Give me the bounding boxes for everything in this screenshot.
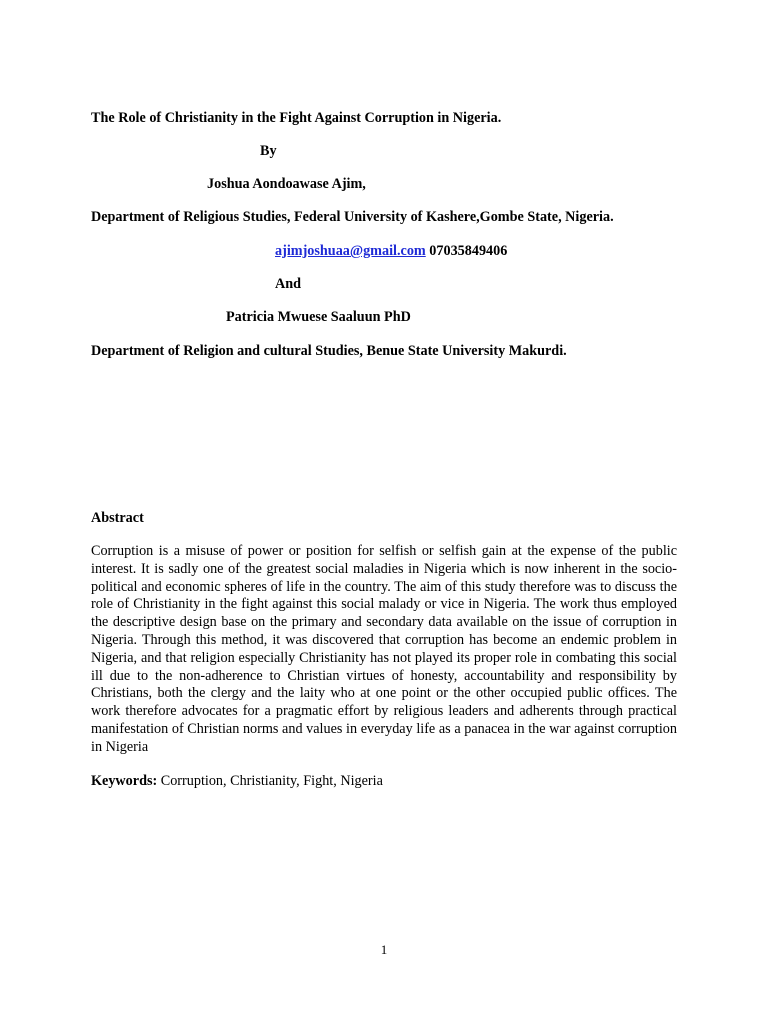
and-label: And: [275, 276, 302, 292]
paper-title: The Role of Christianity in the Fight Against Corruption in Nigeria.: [91, 110, 502, 126]
abstract-body: Corruption is a misuse of power or position for selfish or selfish gain at the expense of the public interest. It is sadly one of the greatest social maladies in Nigeria which is now inherent in the socio-political and economic spheres of life in the country. The aim of this study therefore was to discuss the role of Christianity in the fight against this social malady or vice in Nigeria. The work thus employed the descriptive design base on the primary and secondary data available on the issue of corruption in Nigeria. Through this method, it was discovered that corruption has become an endemic problem in Nigeria, and that religion especially Christianity has not played its proper role in combating this social ill due to the non-adherence to Christian virtues of honesty, accountability and responsibility by Christians, both the clergy and the laity who at one point or the other occupied public offices. The work therefore advocates for a pragmatic effort by religious leaders and adherents through practical manifestation of Christian norms and values in everyday life as a panacea in the war against corruption in Nigeria: [91, 543, 677, 755]
keywords-line: [91, 772, 383, 790]
author-2-affiliation: Department of Religion and cultural Studies, Benue State University Makurdi.: [91, 343, 567, 359]
keywords-list: Corruption, Christianity, Fight, Nigeria: [157, 773, 383, 789]
author-1-name: Joshua Aondoawase Ajim,: [207, 176, 366, 192]
author-1-phone: 07035849406: [425, 243, 508, 259]
author-2-name: Patricia Mwuese Saaluun PhD: [226, 309, 411, 325]
author-1-contact: [275, 242, 507, 260]
by-label: By: [260, 143, 277, 159]
author-1-affiliation: Department of Religious Studies, Federal University of Kashere,Gombe State, Nigeria.: [91, 209, 614, 225]
abstract-heading: Abstract: [91, 510, 144, 526]
page-number: 1: [380, 942, 388, 957]
author-1-email-link[interactable]: ajimjoshuaa@gmail.com: [275, 243, 426, 259]
keywords-label: Keywords:: [91, 773, 158, 789]
